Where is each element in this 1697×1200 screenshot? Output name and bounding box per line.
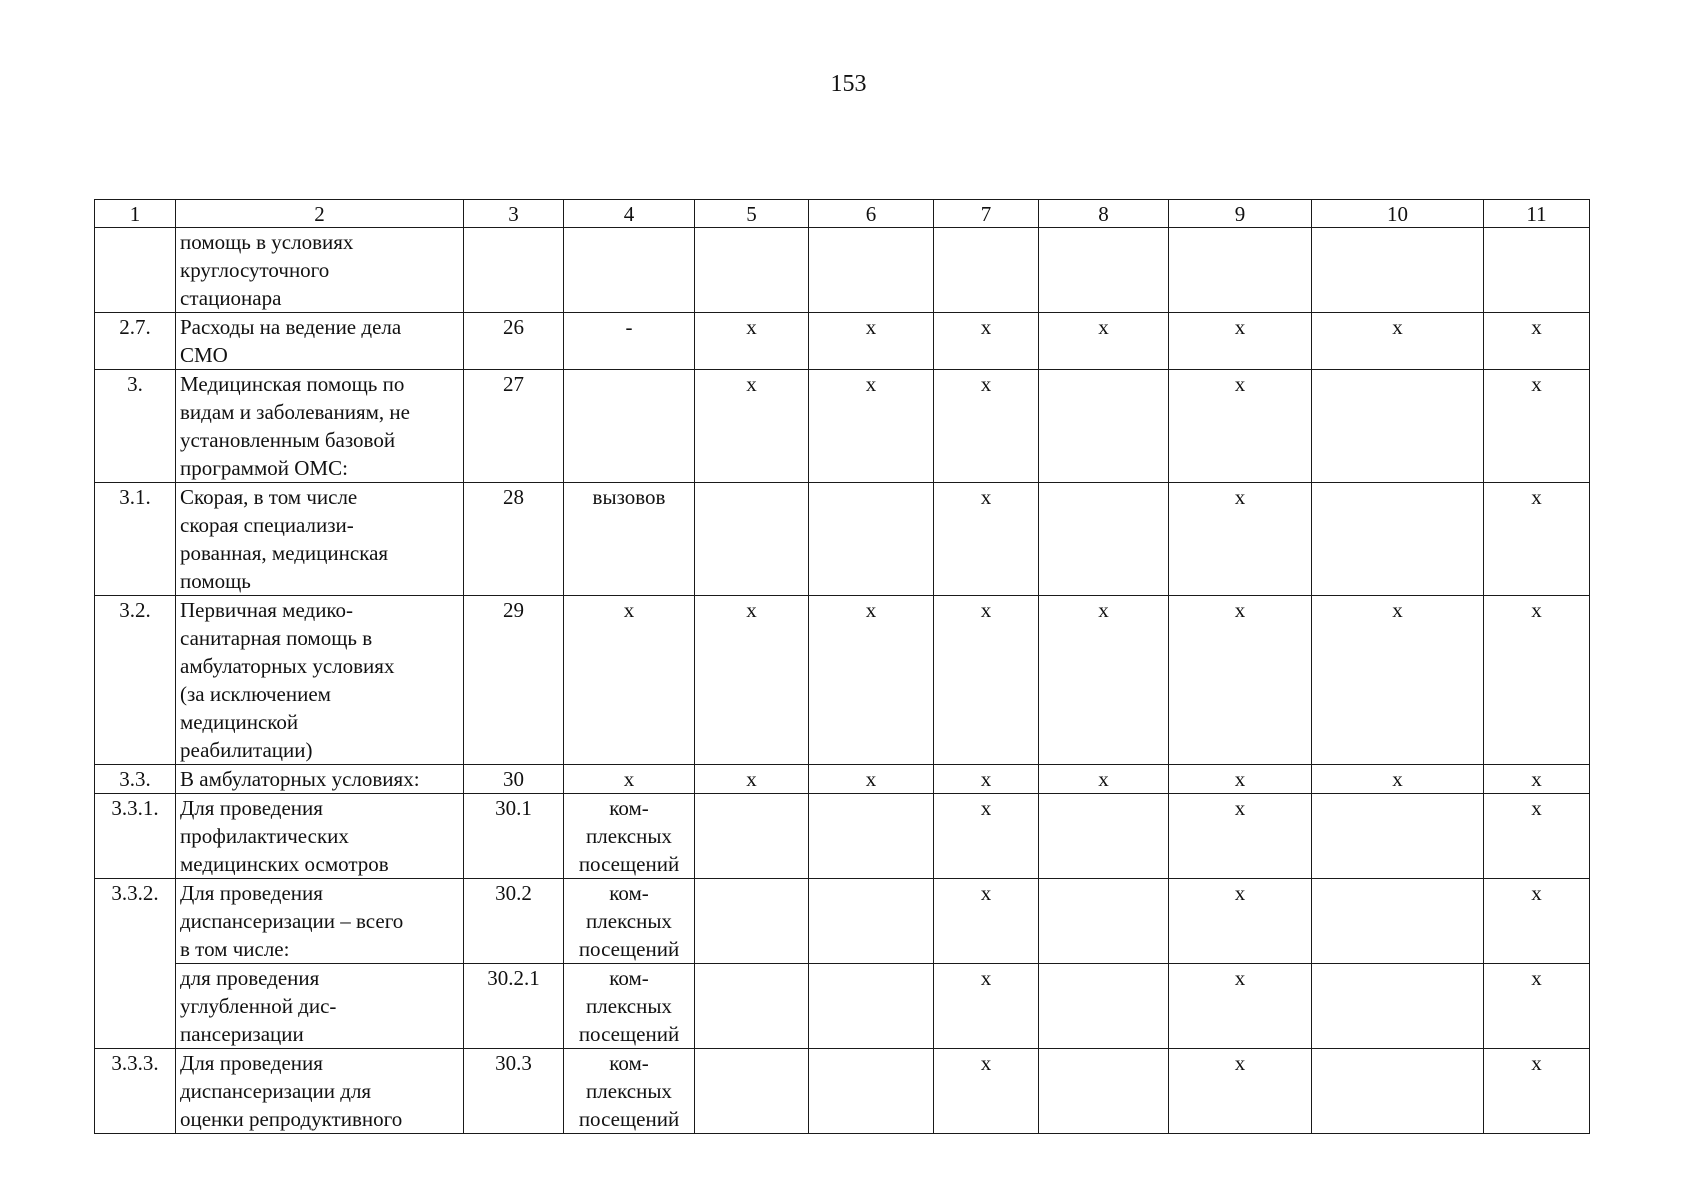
row-unit-line: посещений: [578, 1107, 680, 1131]
row-unit-cell: [564, 370, 695, 483]
header-cell: 6: [809, 200, 934, 228]
table-row: [95, 879, 1590, 964]
row-code-cell: 27: [464, 370, 564, 483]
row-name-line: помощь в условиях: [180, 230, 354, 254]
row-unit-cell: [564, 964, 695, 1049]
row-name-cell: [176, 765, 464, 794]
row-name-cell: [176, 1049, 464, 1134]
header-cell: 9: [1169, 200, 1312, 228]
row-unit-line: посещений: [578, 937, 680, 961]
row-value-cell: х: [809, 596, 934, 765]
row-value-cell: [695, 879, 809, 964]
row-value-cell: х: [695, 370, 809, 483]
row-unit-line: посещений: [578, 852, 680, 876]
row-name-line: круглосуточного: [180, 258, 330, 282]
row-value-cell: [1039, 228, 1169, 313]
row-name-line: рованная, медицинская: [180, 541, 389, 565]
row-name-line: (за исключением: [180, 682, 331, 706]
row-unit-cell: [564, 483, 695, 596]
table-row: [95, 1049, 1590, 1134]
row-name-cell: [176, 370, 464, 483]
table-row: [95, 483, 1590, 596]
row-name-line: оценки репродуктивного: [180, 1107, 403, 1131]
row-name-cell: [176, 483, 464, 596]
row-value-cell: х: [1039, 765, 1169, 794]
row-value-cell: х: [1169, 964, 1312, 1049]
table-row: [95, 370, 1590, 483]
row-unit-line: плексных: [586, 1079, 672, 1103]
row-unit-line: посещений: [578, 1022, 680, 1046]
row-value-cell: х: [809, 765, 934, 794]
row-name-line: медицинских осмотров: [180, 852, 389, 876]
row-number-cell: [95, 228, 176, 313]
row-name-line: помощь: [180, 569, 251, 593]
row-value-cell: х: [1169, 765, 1312, 794]
row-value-cell: х: [1312, 765, 1484, 794]
row-name-line: в том числе:: [180, 937, 290, 961]
row-name-line: видам и заболеваниям, не: [180, 400, 410, 424]
row-name-line: СМО: [180, 343, 228, 367]
header-cell: 8: [1039, 200, 1169, 228]
row-value-cell: [809, 879, 934, 964]
row-name-cell: [176, 964, 464, 1049]
row-name-line: пансеризации: [180, 1022, 304, 1046]
table-row: [95, 765, 1590, 794]
header-cell: 3: [464, 200, 564, 228]
row-value-cell: х: [695, 596, 809, 765]
row-value-cell: [1312, 879, 1484, 964]
row-name-cell: [176, 596, 464, 765]
row-name-line: диспансеризации для: [180, 1079, 372, 1103]
row-name-line: Расходы на ведение дела: [180, 315, 402, 339]
row-value-cell: х: [1484, 794, 1590, 879]
row-name-line: медицинской: [180, 710, 299, 734]
table-row: [95, 794, 1590, 879]
header-cell: 5: [695, 200, 809, 228]
table-row: [95, 313, 1590, 370]
row-value-cell: [1312, 964, 1484, 1049]
row-value-cell: х: [934, 483, 1039, 596]
row-name-line: Медицинская помощь по: [180, 372, 405, 396]
row-name-line: углубленной дис-: [180, 994, 337, 1018]
row-code-cell: 30: [464, 765, 564, 794]
row-value-cell: х: [809, 370, 934, 483]
table-body: [95, 200, 1590, 1134]
row-number-cell: 3.3.: [95, 765, 176, 794]
table-row: [95, 964, 1590, 1049]
row-unit-line: -: [625, 315, 633, 339]
row-value-cell: [1039, 370, 1169, 483]
row-name-line: для проведения: [180, 966, 320, 990]
row-value-cell: х: [1484, 879, 1590, 964]
row-value-cell: х: [934, 313, 1039, 370]
row-value-cell: х: [1312, 313, 1484, 370]
row-name-cell: [176, 794, 464, 879]
row-value-cell: [809, 228, 934, 313]
row-name-line: скорая специализи-: [180, 513, 354, 537]
row-unit-line: плексных: [586, 909, 672, 933]
row-name-line: санитарная помощь в: [180, 626, 373, 650]
row-value-cell: [1169, 228, 1312, 313]
row-value-cell: [1039, 794, 1169, 879]
row-value-cell: х: [1312, 596, 1484, 765]
row-value-cell: [1039, 1049, 1169, 1134]
row-unit-cell: [564, 596, 695, 765]
row-name-line: установленным базовой: [180, 428, 396, 452]
row-unit-line: ком-: [609, 796, 649, 820]
header-cell: 1: [95, 200, 176, 228]
row-value-cell: х: [1039, 596, 1169, 765]
row-value-cell: х: [934, 794, 1039, 879]
row-number-cell: 2.7.: [95, 313, 176, 370]
header-cell: 11: [1484, 200, 1590, 228]
row-value-cell: [1039, 964, 1169, 1049]
row-value-cell: х: [1169, 1049, 1312, 1134]
row-value-cell: х: [1484, 313, 1590, 370]
row-name-cell: [176, 879, 464, 964]
row-code-cell: [464, 228, 564, 313]
row-number-cell: 3.2.: [95, 596, 176, 765]
row-name-cell: [176, 313, 464, 370]
row-unit-cell: [564, 228, 695, 313]
row-code-cell: 28: [464, 483, 564, 596]
row-value-cell: х: [934, 596, 1039, 765]
page-number: 153: [830, 71, 867, 97]
row-value-cell: [934, 228, 1039, 313]
row-value-cell: [809, 794, 934, 879]
row-code-cell: 30.1: [464, 794, 564, 879]
row-unit-line: ком-: [609, 1051, 649, 1075]
row-value-cell: [1039, 879, 1169, 964]
table-header-row: [95, 200, 1590, 228]
row-value-cell: х: [1169, 313, 1312, 370]
row-code-cell: 26: [464, 313, 564, 370]
row-value-cell: [695, 964, 809, 1049]
row-value-cell: [809, 483, 934, 596]
data-table: [94, 199, 1590, 1134]
row-name-line: Для проведения: [180, 796, 323, 820]
row-unit-cell: [564, 794, 695, 879]
row-unit-line: ком-: [609, 881, 649, 905]
table-row: [95, 596, 1590, 765]
row-value-cell: [1484, 228, 1590, 313]
row-unit-cell: [564, 765, 695, 794]
row-unit-cell: [564, 313, 695, 370]
row-value-cell: [1312, 483, 1484, 596]
row-number-cell: 3.3.1.: [95, 794, 176, 879]
row-name-line: стационара: [180, 286, 282, 310]
row-value-cell: х: [695, 765, 809, 794]
row-value-cell: х: [1169, 879, 1312, 964]
row-value-cell: [695, 483, 809, 596]
row-value-cell: х: [1169, 370, 1312, 483]
header-cell: 2: [176, 200, 464, 228]
row-name-line: Первичная медико-: [180, 598, 354, 622]
row-name-cell: [176, 228, 464, 313]
row-number-cell: 3.: [95, 370, 176, 483]
row-value-cell: х: [1484, 370, 1590, 483]
row-number-cell: 3.3.2.: [95, 879, 176, 1049]
row-unit-line: х: [623, 598, 635, 622]
row-value-cell: [1039, 483, 1169, 596]
row-value-cell: х: [1039, 313, 1169, 370]
row-value-cell: х: [1169, 483, 1312, 596]
row-value-cell: х: [1169, 596, 1312, 765]
row-code-cell: 30.3: [464, 1049, 564, 1134]
header-cell: 7: [934, 200, 1039, 228]
row-unit-line: плексных: [586, 824, 672, 848]
row-unit-line: вызовов: [592, 485, 666, 509]
row-name-line: амбулаторных условиях: [180, 654, 395, 678]
table-row: [95, 228, 1590, 313]
row-value-cell: [1312, 228, 1484, 313]
row-value-cell: [1312, 794, 1484, 879]
row-value-cell: [809, 1049, 934, 1134]
row-value-cell: [695, 228, 809, 313]
row-value-cell: [809, 964, 934, 1049]
row-value-cell: х: [934, 879, 1039, 964]
row-name-line: диспансеризации – всего: [180, 909, 404, 933]
row-value-cell: х: [934, 964, 1039, 1049]
row-value-cell: [1312, 1049, 1484, 1134]
row-name-line: профилактических: [180, 824, 349, 848]
row-value-cell: х: [695, 313, 809, 370]
row-unit-cell: [564, 1049, 695, 1134]
row-number-cell: 3.3.3.: [95, 1049, 176, 1134]
row-unit-cell: [564, 879, 695, 964]
row-name-line: Для проведения: [180, 881, 323, 905]
row-unit-line: ком-: [609, 966, 649, 990]
row-value-cell: х: [1484, 765, 1590, 794]
row-code-cell: 30.2: [464, 879, 564, 964]
row-value-cell: х: [934, 1049, 1039, 1134]
row-value-cell: [695, 794, 809, 879]
row-number-cell: 3.1.: [95, 483, 176, 596]
row-code-cell: 30.2.1: [464, 964, 564, 1049]
row-unit-line: плексных: [586, 994, 672, 1018]
row-value-cell: х: [1484, 596, 1590, 765]
row-value-cell: х: [1484, 1049, 1590, 1134]
header-cell: 10: [1312, 200, 1484, 228]
header-cell: 4: [564, 200, 695, 228]
row-unit-line: х: [623, 767, 635, 791]
row-name-line: реабилитации): [180, 738, 313, 762]
row-value-cell: х: [1169, 794, 1312, 879]
row-value-cell: х: [809, 313, 934, 370]
row-value-cell: х: [934, 765, 1039, 794]
row-name-line: программой ОМС:: [180, 456, 348, 480]
row-name-line: Скорая, в том числе: [180, 485, 358, 509]
row-name-line: Для проведения: [180, 1051, 323, 1075]
row-value-cell: х: [1484, 483, 1590, 596]
row-value-cell: [695, 1049, 809, 1134]
row-value-cell: х: [934, 370, 1039, 483]
row-name-line: В амбулаторных условиях:: [180, 767, 420, 791]
row-value-cell: [1312, 370, 1484, 483]
row-code-cell: 29: [464, 596, 564, 765]
row-value-cell: х: [1484, 964, 1590, 1049]
